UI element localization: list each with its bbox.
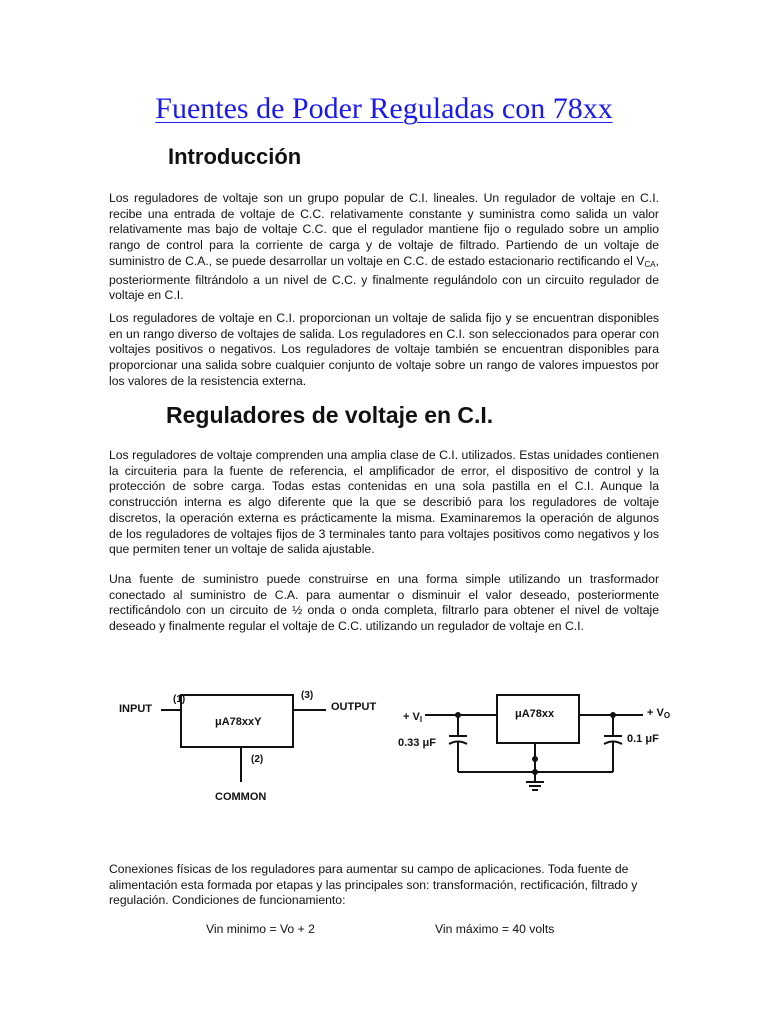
intro-p1-text: Los reguladores de voltaje son un grupo popular de C.I. lineales. Un regulador de voltaje en C.I. recibe una entrada de voltaje de C.C. relativamente constante y suministra como salida un valor relativamente mas bajo de voltaje C.C. que el regulador mantiene fijo o regulado sobre un amplio rango de control para la corriente de carga y de voltaje de filtrado. Partiendo de un voltaje de suministro de C.A., se puede desarrollar un voltaje en C.C. de estado estacionario rectificando el V bbox=[109, 191, 659, 268]
regulators-heading: Reguladores de voltaje en C.I. bbox=[166, 402, 494, 428]
output-label: OUTPUT bbox=[331, 701, 377, 713]
page-title: Fuentes de Poder Reguladas con 78xx bbox=[155, 92, 613, 125]
intro-heading: Introducción bbox=[168, 144, 302, 169]
vi-label: + VI bbox=[403, 711, 423, 724]
regulators-paragraph-1: Los reguladores de voltaje comprenden una amplia clase de C.I. utilizados. Estas unidades contienen la circuiteria para la fuente de referencia, el amplificador de error, el dispositivo de control y la protección de sobre carga. Todas estas contenidas en una sola pastilla en el C.I. Aunque la construcción interna es algo diferente que la que se describió para los reguladores de voltaje discretos, la operación externa es prácticamente la misma. Examinaremos la operación de algunos de los reguladores de voltajes fijos de 3 terminales tanto para voltajes positivos como negativos y los que permiten tener un voltaje de salida ajustable. bbox=[109, 448, 659, 557]
vin-max-condition: Vin máximo = 40 volts bbox=[435, 922, 555, 936]
common-label: COMMON bbox=[215, 791, 267, 803]
regulator-circuit-diagram bbox=[105, 670, 695, 810]
vca-subscript: CA bbox=[644, 259, 656, 269]
pin3-label: (3) bbox=[301, 690, 314, 701]
chip-label-left: μA78xxY bbox=[215, 716, 262, 728]
intro-paragraph-1 bbox=[109, 191, 659, 304]
output-capacitor-label: 0.1 μF bbox=[627, 733, 659, 745]
input-label: INPUT bbox=[119, 703, 152, 715]
regulators-paragraph-2: Una fuente de suministro puede construirse en una forma simple utilizando un trasformador conectado al suministro de C.A. para aumentar o disminuir el valor deseado, posteriormente rectificándolo con un circuito de ½ onda o onda completa, filtrarlo para obtener el nivel de voltaje deseado y finalmente regular el voltaje de C.C. utilizando un regulador de voltaje en C.I. bbox=[109, 572, 659, 634]
conditions-paragraph: Conexiones físicas de los reguladores para aumentar su campo de aplicaciones. Toda fuente de alimentación esta formada por etapas y las principales son: transformación, rectificación, filtrado y regulación. Condiciones de funcionamiento: bbox=[109, 862, 638, 908]
chip-label-right: μA78xx bbox=[515, 708, 555, 720]
vo-label: + VO bbox=[647, 707, 671, 720]
pin2-label: (2) bbox=[251, 754, 264, 765]
intro-paragraph-2: Los reguladores de voltaje en C.I. proporcionan un voltaje de salida fijo y se encuentran disponibles en un rango diverso de voltajes de salida. Los reguladores en C.I. son seleccionados para operar con voltajes positivos o negativos. Los reguladores de voltaje también se encuentran disponibles para proporcionar una salida sobre cualquier conjunto de voltaje sobre un rango de valores impuestos por los valores de la resistencia externa. bbox=[109, 311, 659, 388]
vin-min-condition: Vin minimo = Vo + 2 bbox=[206, 922, 315, 936]
block-diagram bbox=[119, 690, 377, 803]
input-capacitor-label: 0.33 μF bbox=[398, 737, 436, 749]
schematic-diagram bbox=[398, 695, 670, 790]
pin1-label: (1) bbox=[173, 694, 186, 705]
intro-p1-text-end: , posteriormente filtrándolo a un nivel de C.C. y finalmente regulándolo con un circuito regulador de voltaje en C.I. bbox=[109, 253, 659, 303]
